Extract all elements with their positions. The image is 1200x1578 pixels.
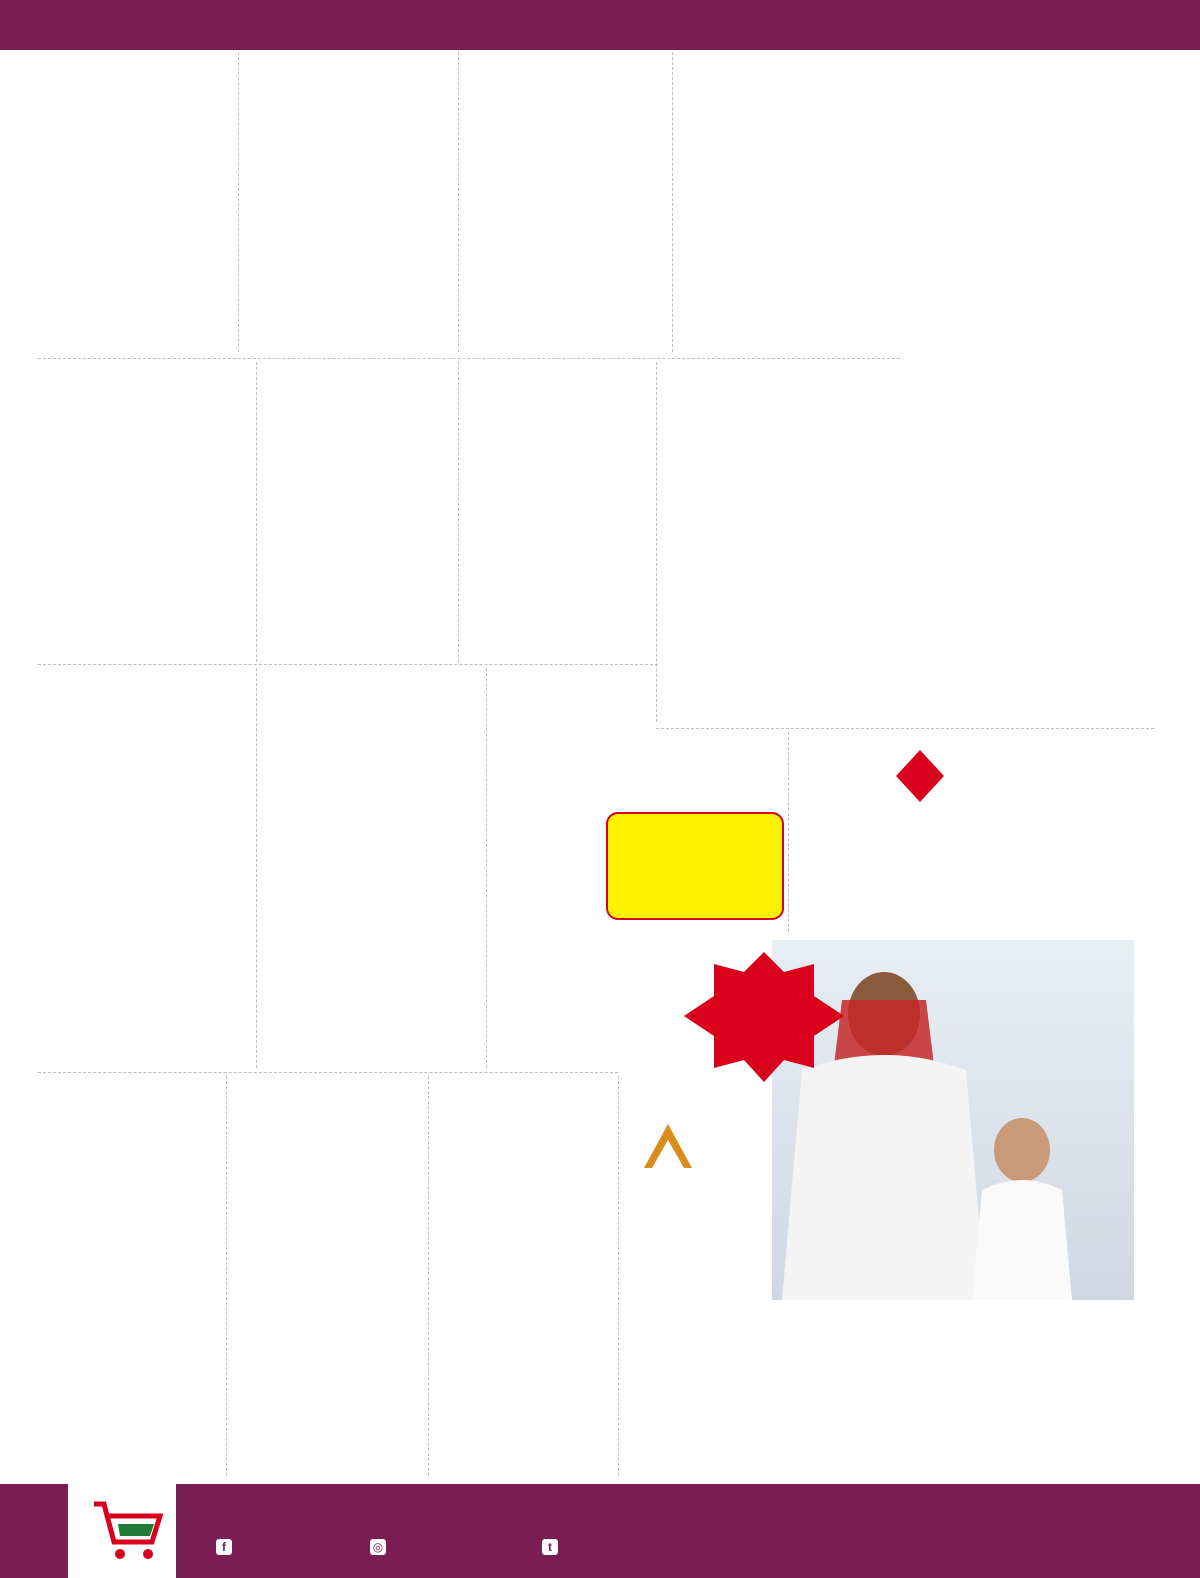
umrah-row-1200 bbox=[616, 884, 636, 910]
thobe-brand bbox=[700, 1234, 727, 1240]
grid-divider bbox=[38, 358, 900, 359]
grid-divider bbox=[788, 732, 789, 932]
footer-band bbox=[0, 1484, 1200, 1578]
grid-divider bbox=[672, 52, 673, 352]
grid-divider bbox=[238, 52, 239, 352]
grid-divider bbox=[38, 664, 658, 665]
thobe-title bbox=[736, 1234, 767, 1240]
grid-divider bbox=[486, 668, 487, 1068]
grid-divider bbox=[656, 362, 657, 722]
grid-divider bbox=[256, 362, 257, 662]
umrah-price-box bbox=[606, 812, 784, 920]
grid-divider bbox=[656, 728, 1154, 729]
grid-divider bbox=[428, 1076, 429, 1476]
top-banner bbox=[0, 0, 1200, 50]
twitter-link[interactable] bbox=[542, 1536, 562, 1555]
twitter-icon: t bbox=[542, 1539, 558, 1555]
facebook-icon: f bbox=[216, 1539, 232, 1555]
instagram-link[interactable] bbox=[370, 1536, 390, 1555]
umrah-row-850 bbox=[616, 848, 636, 874]
cart-logo-box bbox=[68, 1484, 176, 1578]
grid-divider bbox=[38, 1072, 618, 1073]
grid-divider bbox=[458, 362, 459, 662]
thobe-logo-mark bbox=[640, 1116, 696, 1172]
facebook-link[interactable] bbox=[216, 1536, 236, 1555]
assorted-badge bbox=[896, 750, 944, 802]
grid-divider bbox=[256, 668, 257, 1068]
grid-divider bbox=[618, 1076, 619, 1476]
grid-divider bbox=[226, 1076, 227, 1476]
all-sizes-badge bbox=[684, 952, 844, 1082]
grid-divider bbox=[458, 52, 459, 352]
instagram-icon: ◎ bbox=[370, 1539, 386, 1555]
